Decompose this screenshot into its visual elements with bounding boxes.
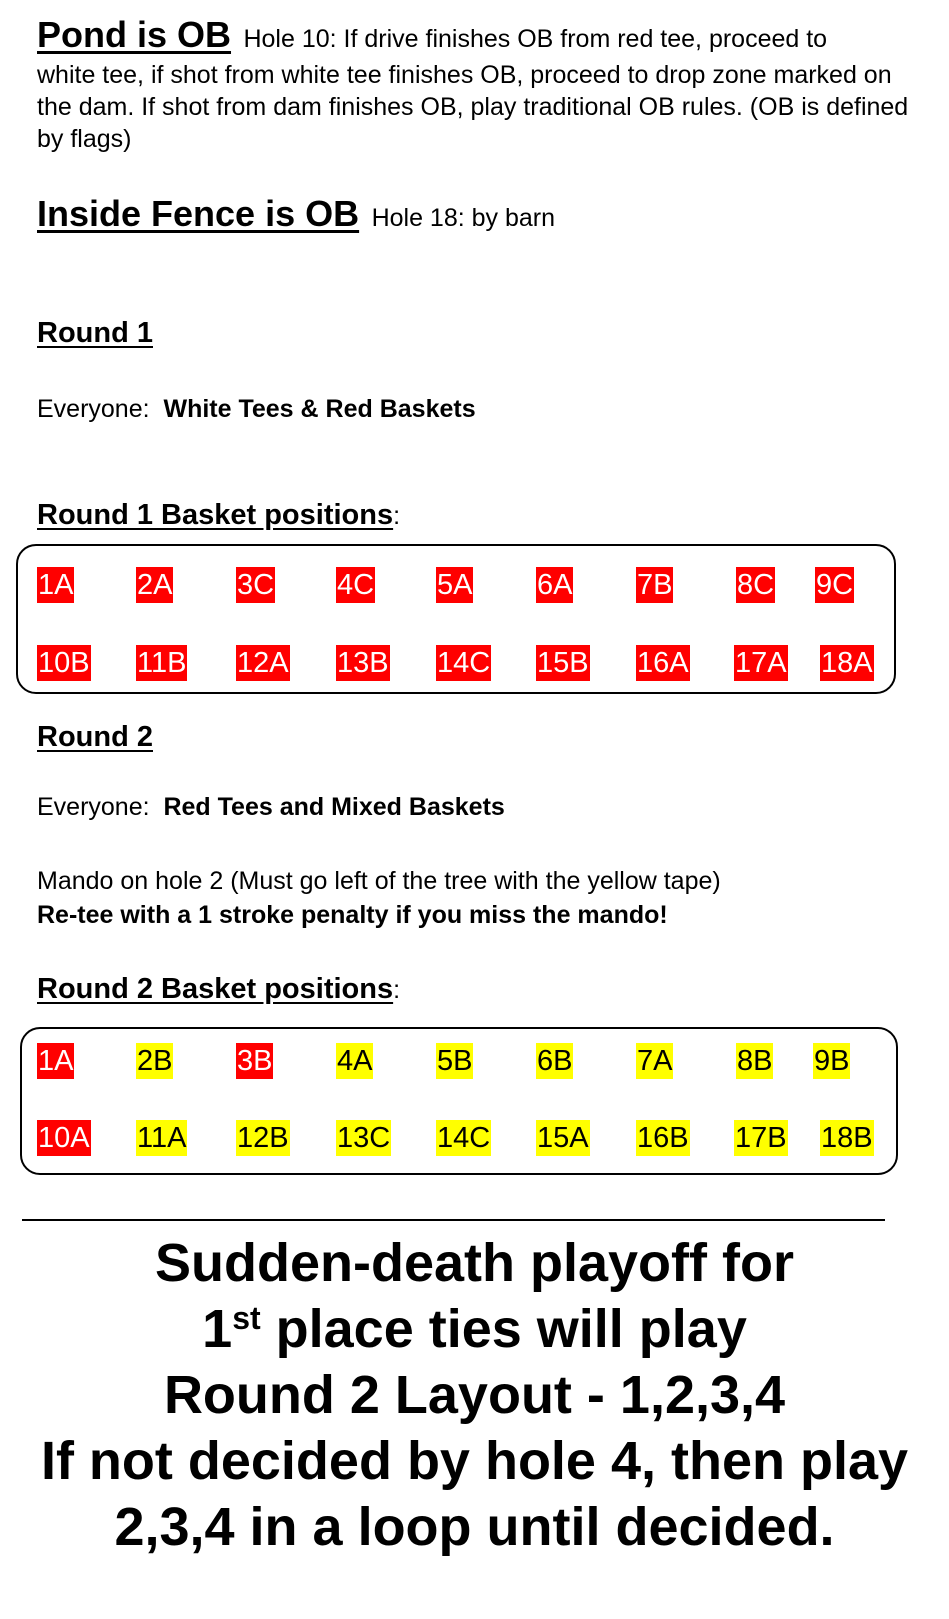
r1-basket-13: 13B [337, 647, 389, 679]
playoff-line-3: Round 2 Layout - 1,2,3,4 [163, 1365, 786, 1425]
round1-positions-heading-line [37, 499, 400, 533]
r2-basket-9: 9B [814, 1045, 850, 1077]
playoff-line-5: 2,3,4 in a loop until decided. [114, 1497, 835, 1557]
round2-mando-text: Mando on hole 2 (Must go left of the tree with the yellow tape) [37, 867, 721, 895]
round2-heading: Round 2 [37, 721, 153, 753]
round2-positions-heading-line [37, 973, 400, 1007]
r2-basket-8: 8B [737, 1045, 773, 1077]
round2-positions-heading: Round 2 Basket positions [37, 973, 394, 1005]
playoff-notice [0, 1230, 949, 1560]
r2-basket-17: 17B [735, 1122, 787, 1154]
r1-basket-7: 7B [637, 569, 673, 601]
r2-basket-13: 13C [337, 1122, 391, 1154]
round1-heading: Round 1 [37, 317, 153, 349]
r2-basket-16: 16B [637, 1122, 689, 1154]
pond-rule-title: Pond is OB [37, 14, 232, 55]
section-divider [22, 1219, 885, 1221]
pond-rule-text-rest: white tee, if shot from white tee finishes OB, proceed to drop zone marked on the dam. If shot from dam finishes OB, play traditional OB rules. (OB is defined by flags) [37, 61, 909, 153]
r2-basket-3: 3B [237, 1045, 273, 1077]
r1-basket-17: 17A [735, 647, 787, 679]
round1-everyone [37, 393, 476, 426]
r2-basket-18: 18B [821, 1122, 873, 1154]
playoff-line-2-suffix: st [232, 1300, 261, 1336]
r1-basket-18: 18A [821, 647, 873, 679]
r2-basket-10: 10A [38, 1122, 90, 1154]
r1-basket-10: 10B [38, 647, 90, 679]
playoff-line-2-number: 1 [202, 1299, 233, 1359]
r1-basket-2: 2A [137, 569, 173, 601]
pond-rule-text-first: Hole 10: If drive finishes OB from red tee, proceed to [243, 25, 828, 53]
fence-rule-line [37, 193, 555, 235]
round2-everyone-label: Everyone: [37, 793, 150, 821]
playoff-line-4: If not decided by hole 4, then play [40, 1431, 909, 1491]
r2-basket-12: 12B [237, 1122, 289, 1154]
r2-basket-6: 6B [537, 1045, 573, 1077]
round1-everyone-label: Everyone: [37, 395, 150, 423]
pond-rule-heading-line [37, 14, 827, 56]
r2-basket-1: 1A [38, 1045, 74, 1077]
r1-basket-6: 6A [537, 569, 573, 601]
round2-everyone-value: Red Tees and Mixed Baskets [163, 793, 505, 821]
r1-basket-12: 12A [237, 647, 289, 679]
playoff-line-2-rest: place ties will play [260, 1299, 747, 1359]
r1-basket-16: 16A [637, 647, 689, 679]
r1-basket-11: 11B [137, 647, 187, 679]
round1-positions-heading: Round 1 Basket positions [37, 499, 394, 531]
r1-basket-14: 14C [437, 647, 491, 679]
r2-basket-14: 14C [437, 1122, 491, 1154]
r2-basket-11: 11A [137, 1122, 187, 1154]
r1-basket-4: 4C [337, 569, 375, 601]
r2-basket-7: 7A [637, 1045, 673, 1077]
r2-basket-5: 5B [437, 1045, 473, 1077]
playoff-line-2 [0, 1296, 949, 1362]
r1-basket-9: 9C [816, 569, 854, 601]
r1-basket-3: 3C [237, 569, 275, 601]
r1-basket-15: 15B [537, 647, 589, 679]
round1-positions-colon: : [393, 502, 401, 530]
round2-positions-colon: : [393, 976, 401, 1004]
r2-basket-15: 15A [537, 1122, 589, 1154]
r2-basket-2: 2B [137, 1045, 173, 1077]
fence-rule-title: Inside Fence is OB [37, 193, 360, 234]
r2-basket-4: 4A [337, 1045, 373, 1077]
r1-basket-8: 8C [737, 569, 775, 601]
round2-mando-penalty: Re-tee with a 1 stroke penalty if you miss the mando! [37, 901, 668, 929]
round1-everyone-value: White Tees & Red Baskets [163, 395, 476, 423]
playoff-line-1: Sudden-death playoff for [155, 1233, 794, 1293]
fence-rule-text: Hole 18: by barn [371, 204, 556, 232]
round2-everyone [37, 791, 505, 824]
r1-basket-5: 5A [437, 569, 473, 601]
r1-basket-1: 1A [38, 569, 74, 601]
